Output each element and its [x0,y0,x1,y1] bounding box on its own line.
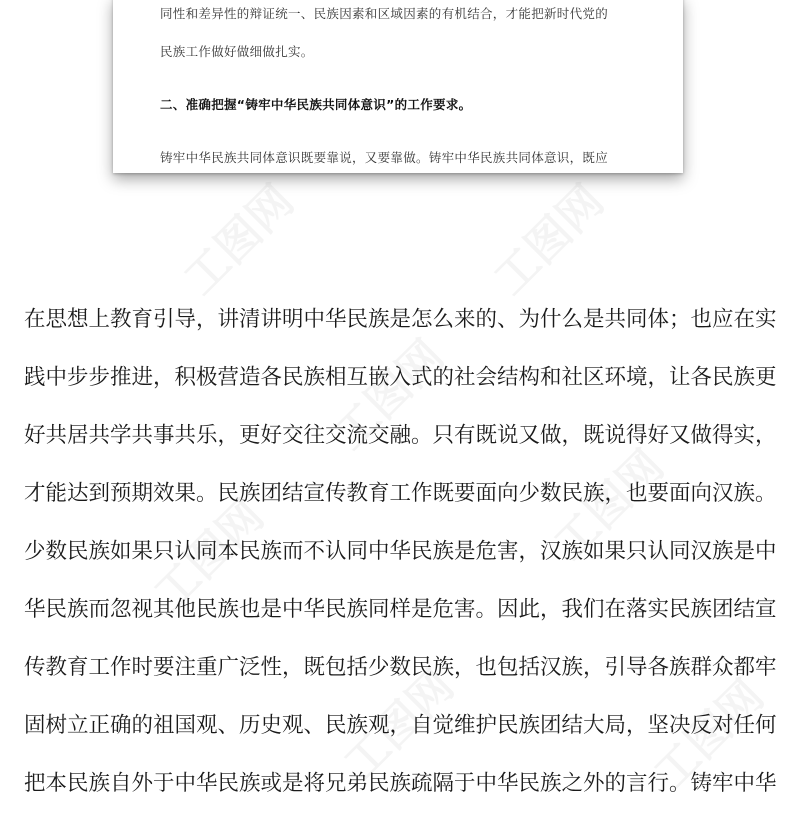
body-text-line: 传教育工作时要注重广泛性，既包括少数民族，也包括汉族，引导各族群众都牢 [24,655,777,680]
body-text-line: 把本民族自外于中华民族或是将兄弟民族疏隔于中华民族之外的言行。铸牢中华 [24,771,777,796]
watermark [167,168,306,307]
card-text-line: 民族工作做好做细做扎实。 [160,44,314,59]
body-text-line: 固树立正确的祖国观、历史观、民族观，自觉维护民族团结大局，坚决反对任何 [24,713,777,738]
article-body [24,307,784,813]
document-preview-card [113,0,683,173]
body-text-line: 好共居共学共事共乐，更好交往交流交融。只有既说又做，既说得好又做得实， [24,423,777,448]
card-text-line: 铸牢中华民族共同体意识既要靠说，又要靠做。铸牢中华民族共同体意识，既应 [160,150,609,165]
body-text-line: 才能达到预期效果。民族团结宣传教育工作既要面向少数民族，也要面向汉族。 [24,481,777,506]
body-text-line: 践中步步推进，积极营造各民族相互嵌入式的社会结构和社区环境，让各民族更 [24,365,777,390]
body-text-line: 在思想上教育引导，讲清讲明中华民族是怎么来的、为什么是共同体；也应在实 [24,307,777,332]
card-section-heading: 二、准确把握“铸牢中华民族共同体意识”的工作要求。 [160,97,472,112]
body-text-line: 少数民族如果只认同本民族而不认同中华民族是危害，汉族如果只认同汉族是中 [24,539,777,564]
body-text-line: 华民族而忽视其他民族也是中华民族同样是危害。因此，我们在落实民族团结宣 [24,597,777,622]
card-text-line: 同性和差异性的辩证统一、民族因素和区域因素的有机结合，才能把新时代党的 [160,6,609,21]
watermark [477,168,616,307]
